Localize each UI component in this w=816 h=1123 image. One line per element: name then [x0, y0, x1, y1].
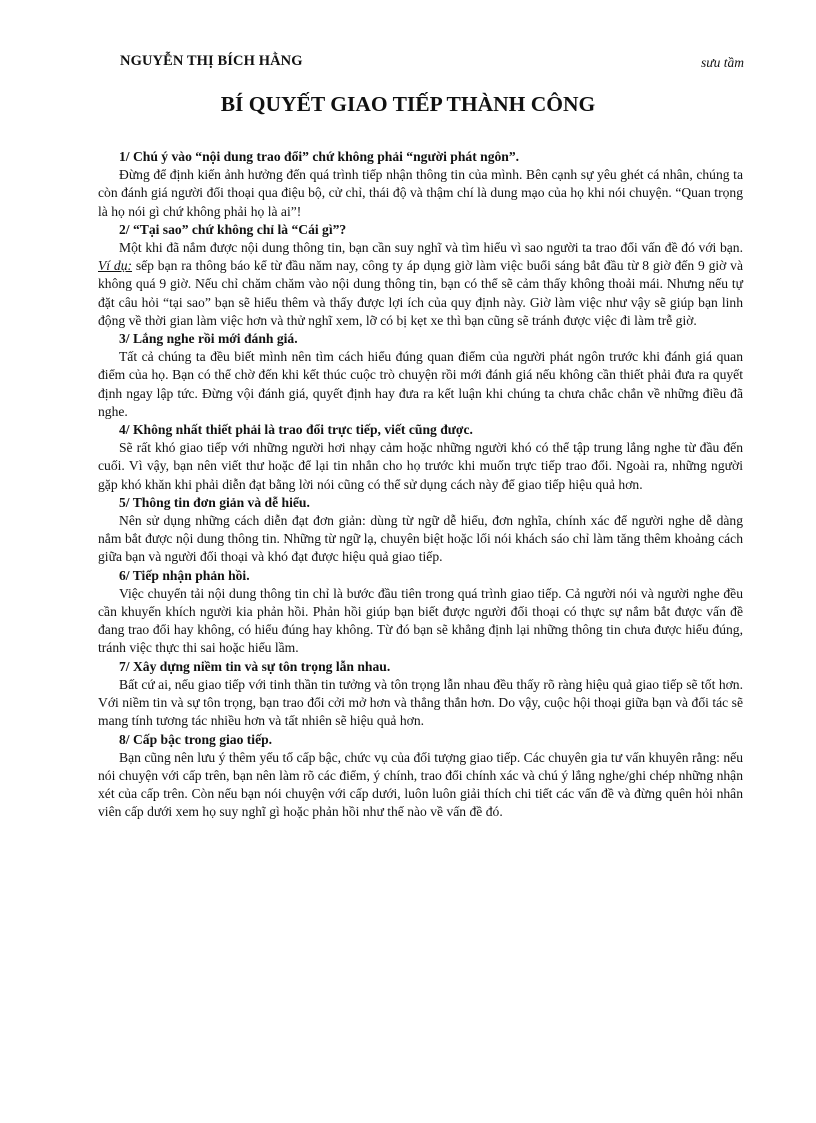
section-body-2-part-2: sếp bạn ra thông báo kể từ đầu năm nay, công ty áp dụng giờ làm việc buổi sáng bắt đầu từ 8 giờ đến 9 giờ và không quá 9 giờ. Nếu chỉ chăm chăm vào nội dung thông tin, bạn có thể sẽ cảm thấy không thoải mái. Nhưng nếu tự đặt câu hỏi “tại sao” bạn sẽ hiểu thêm và thấy được lợi ích của quy định này. Giờ làm việc như vậy sẽ giúp bạn linh động về thời gian làm việc hơn và thử nghĩ xem, lỡ có bị kẹt xe thì bạn cũng sẽ tránh được việc đi làm trễ giờ. — [98, 258, 743, 328]
section-heading-3: 3/ Lắng nghe rồi mới đánh giá. — [119, 331, 298, 347]
section-body-6: Việc chuyển tải nội dung thông tin chỉ là bước đầu tiên trong quá trình giao tiếp. Cả người nói và người nghe đều cần khuyến khích người kia phản hồi. Phản hồi giúp bạn biết được người đối thoại có thực sự nắm bắt được vấn đề đang trao đổi hay không, có hiểu đúng hay không. Từ đó bạn sẽ khẳng định lại những thông tin chưa được hiểu đúng, tránh việc thực thi sai hoặc hiểu lầm. — [98, 585, 743, 656]
section-body-2-part-1: Một khi đã nắm được nội dung thông tin, bạn cần suy nghĩ và tìm hiểu vì sao người ta trao đổi vấn đề đó với bạn. — [119, 240, 743, 256]
section-heading-2: 2/ “Tại sao” chứ không chỉ là “Cái gì”? — [119, 221, 347, 237]
section-heading-8: 8/ Cấp bậc trong giao tiếp. — [119, 731, 273, 747]
author-name: NGUYỄN THỊ BÍCH HẰNG — [120, 53, 303, 69]
section-heading-5: 5/ Thông tin đơn giản và dễ hiểu. — [119, 494, 310, 510]
section-body-5: Nên sử dụng những cách diễn đạt đơn giản: dùng từ ngữ dễ hiểu, đơn nghĩa, chính xác để người nghe dễ dàng nắm bắt được nội dung thông tin. Những từ ngữ lạ, chuyên biệt hoặc lối nói khách sáo chỉ làm tăng thêm khoảng cách giữa bạn và người đối thoại và khó đạt được hiệu quả giao tiếp. — [98, 513, 743, 565]
section-body-8: Bạn cũng nên lưu ý thêm yếu tố cấp bậc, chức vụ của đối tượng giao tiếp. Các chuyên gia tư vấn khuyên rằng: nếu nói chuyện với cấp trên, bạn nên làm rõ các điểm, ý chính, trao đổi chính xác và chú ý lắng nghe/ghi chép những nhận xét của cấp trên. Còn nếu bạn nói chuyện với cấp dưới, luôn luôn giải thích chi tiết các vấn đề và đừng quên hỏi nhân viên cấp dưới xem họ suy nghĩ gì hoặc phản hồi như thế nào về vấn đề đó. — [98, 749, 743, 820]
example-label: Ví dụ: — [98, 258, 133, 274]
section-body-1: Đừng để định kiến ảnh hưởng đến quá trình tiếp nhận thông tin của mình. Bên cạnh sự yêu ghét cá nhân, chúng ta còn đánh giá người đối thoại qua điệu bộ, cử chỉ, thái độ và thậm chí là dung mạo của họ khi nói chuyện. “Quan trọng là họ nói gì chứ không phải họ là ai”! — [98, 167, 743, 219]
section-heading-1: 1/ Chú ý vào “nội dung trao đổi” chứ không phải “người phát ngôn”. — [119, 149, 520, 164]
section-body-3: Tất cả chúng ta đều biết mình nên tìm cách hiểu đúng quan điểm của người phát ngôn trước khi đánh giá quan điểm của họ. Bạn có thể chờ đến khi kết thúc cuộc trò chuyện rồi mới đánh giá nếu không cần thiết phải đưa ra quyết định ngay lập tức. Đừng vội đánh giá, quyết định hay đưa ra kết luận khi chúng ta chưa chắc chắn về những điều đã nghe. — [98, 349, 743, 419]
section-body-2 — [98, 239, 743, 330]
document-title: BÍ QUYẾT GIAO TIẾP THÀNH CÔNG — [220, 92, 596, 116]
section-heading-7: 7/ Xây dựng niềm tin và sự tôn trọng lẫn nhau. — [119, 658, 391, 674]
source-note: sưu tầm — [701, 55, 744, 70]
section-body-4: Sẽ rất khó giao tiếp với những người hơi nhạy cảm hoặc những người khó có thể tập trung lắng nghe từ đầu đến cuối. Vì vậy, bạn nên viết thư hoặc để lại tin nhắn cho họ trước khi muốn trực tiếp trao đổi. Ngoài ra, những người gặp khó khăn khi phải diễn đạt bằng lời nói cũng có thể sử dụng cách này để giao tiếp hiệu quả hơn. — [98, 440, 743, 492]
section-heading-4: 4/ Không nhất thiết phải là trao đổi trực tiếp, viết cũng được. — [119, 422, 473, 438]
section-heading-6: 6/ Tiếp nhận phản hồi. — [119, 567, 250, 583]
section-body-7: Bất cứ ai, nếu giao tiếp với tinh thần tin tưởng và tôn trọng lẫn nhau đều thấy rõ ràng hiệu quả giao tiếp sẽ tốt hơn. Với niềm tin và sự tôn trọng, bạn trao đổi cởi mở hơn và thẳng thắn hơn. Do vậy, cuộc hội thoại giữa bạn và đối tác sẽ mang tính tương tác nhiều hơn và tất nhiên sẽ hiệu quả hơn. — [98, 676, 743, 729]
document-body — [98, 148, 743, 822]
